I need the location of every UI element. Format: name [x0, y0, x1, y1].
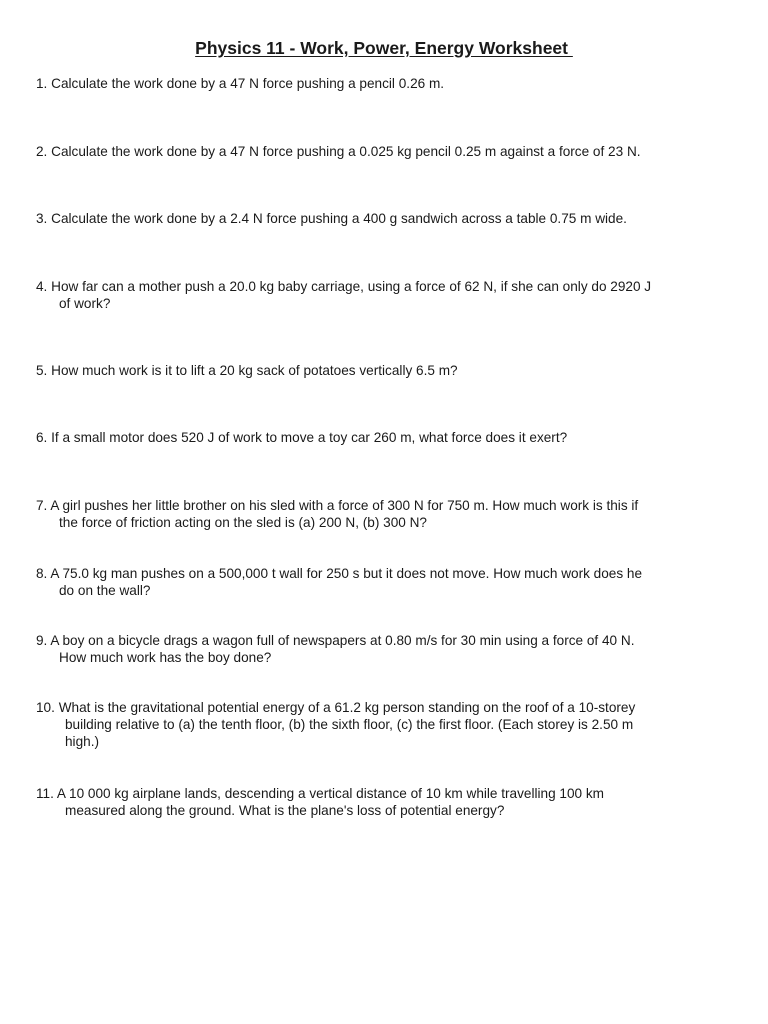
question-text: Calculate the work done by a 2.4 N force pushing a 400 g sandwich across a table 0.75 m wide. [51, 211, 627, 226]
question-text: What is the gravitational potential energy of a 61.2 kg person standing on the roof of a 10-storey [58, 700, 636, 715]
question-number: 4. [36, 279, 48, 294]
question-11 [36, 785, 746, 819]
question-5 [36, 362, 746, 379]
question-number: 6. [36, 430, 48, 445]
question-7 [36, 497, 746, 531]
question-text: A girl pushes her little brother on his sled with a force of 300 N for 750 m. How much work is this if [50, 498, 639, 513]
worksheet-title [0, 37, 768, 59]
question-text-continued: the force of friction acting on the sled is (a) 200 N, (b) 300 N? [59, 515, 427, 530]
question-text-continued: building relative to (a) the tenth floor, (b) the sixth floor, (c) the first floor. (Each storey is 2.50 m [65, 717, 634, 732]
question-4 [36, 278, 746, 312]
question-2 [36, 143, 746, 160]
question-text: A 75.0 kg man pushes on a 500,000 t wall for 250 s but it does not move. How much work does he [50, 566, 643, 581]
question-text: How much work is it to lift a 20 kg sack of potatoes vertically 6.5 m? [51, 363, 458, 378]
question-text: Calculate the work done by a 47 N force pushing a pencil 0.26 m. [51, 76, 445, 91]
question-8 [36, 565, 746, 599]
worksheet-title-text: Physics 11 - Work, Power, Energy Worksheet [195, 38, 573, 58]
question-number: 5. [36, 363, 48, 378]
question-text: How far can a mother push a 20.0 kg baby carriage, using a force of 62 N, if she can only do 2920 J [51, 279, 652, 294]
question-text-continued: measured along the ground. What is the plane's loss of potential energy? [65, 803, 505, 818]
question-text-continued: high.) [65, 734, 100, 749]
question-text: If a small motor does 520 J of work to move a toy car 260 m, what force does it exert? [51, 430, 568, 445]
question-number: 7. [36, 498, 48, 513]
question-3 [36, 210, 746, 227]
question-number: 10. [36, 700, 55, 715]
question-number: 1. [36, 76, 48, 91]
question-number: 9. [36, 633, 48, 648]
question-1 [36, 75, 746, 92]
question-text: A 10 000 kg airplane lands, descending a vertical distance of 10 km while travelling 100 km [56, 786, 605, 801]
question-text-continued: How much work has the boy done? [59, 650, 272, 665]
question-number: 11. [36, 786, 54, 801]
question-text: A boy on a bicycle drags a wagon full of newspapers at 0.80 m/s for 30 min using a force of 40 N. [50, 633, 635, 648]
question-number: 2. [36, 144, 48, 159]
question-6 [36, 429, 746, 446]
question-number: 8. [36, 566, 48, 581]
question-number: 3. [36, 211, 48, 226]
question-9 [36, 632, 746, 666]
question-text: Calculate the work done by a 47 N force pushing a 0.025 kg pencil 0.25 m against a force of 23 N. [51, 144, 641, 159]
question-text-continued: of work? [59, 296, 111, 311]
question-10 [36, 699, 746, 750]
question-text-continued: do on the wall? [59, 583, 151, 598]
